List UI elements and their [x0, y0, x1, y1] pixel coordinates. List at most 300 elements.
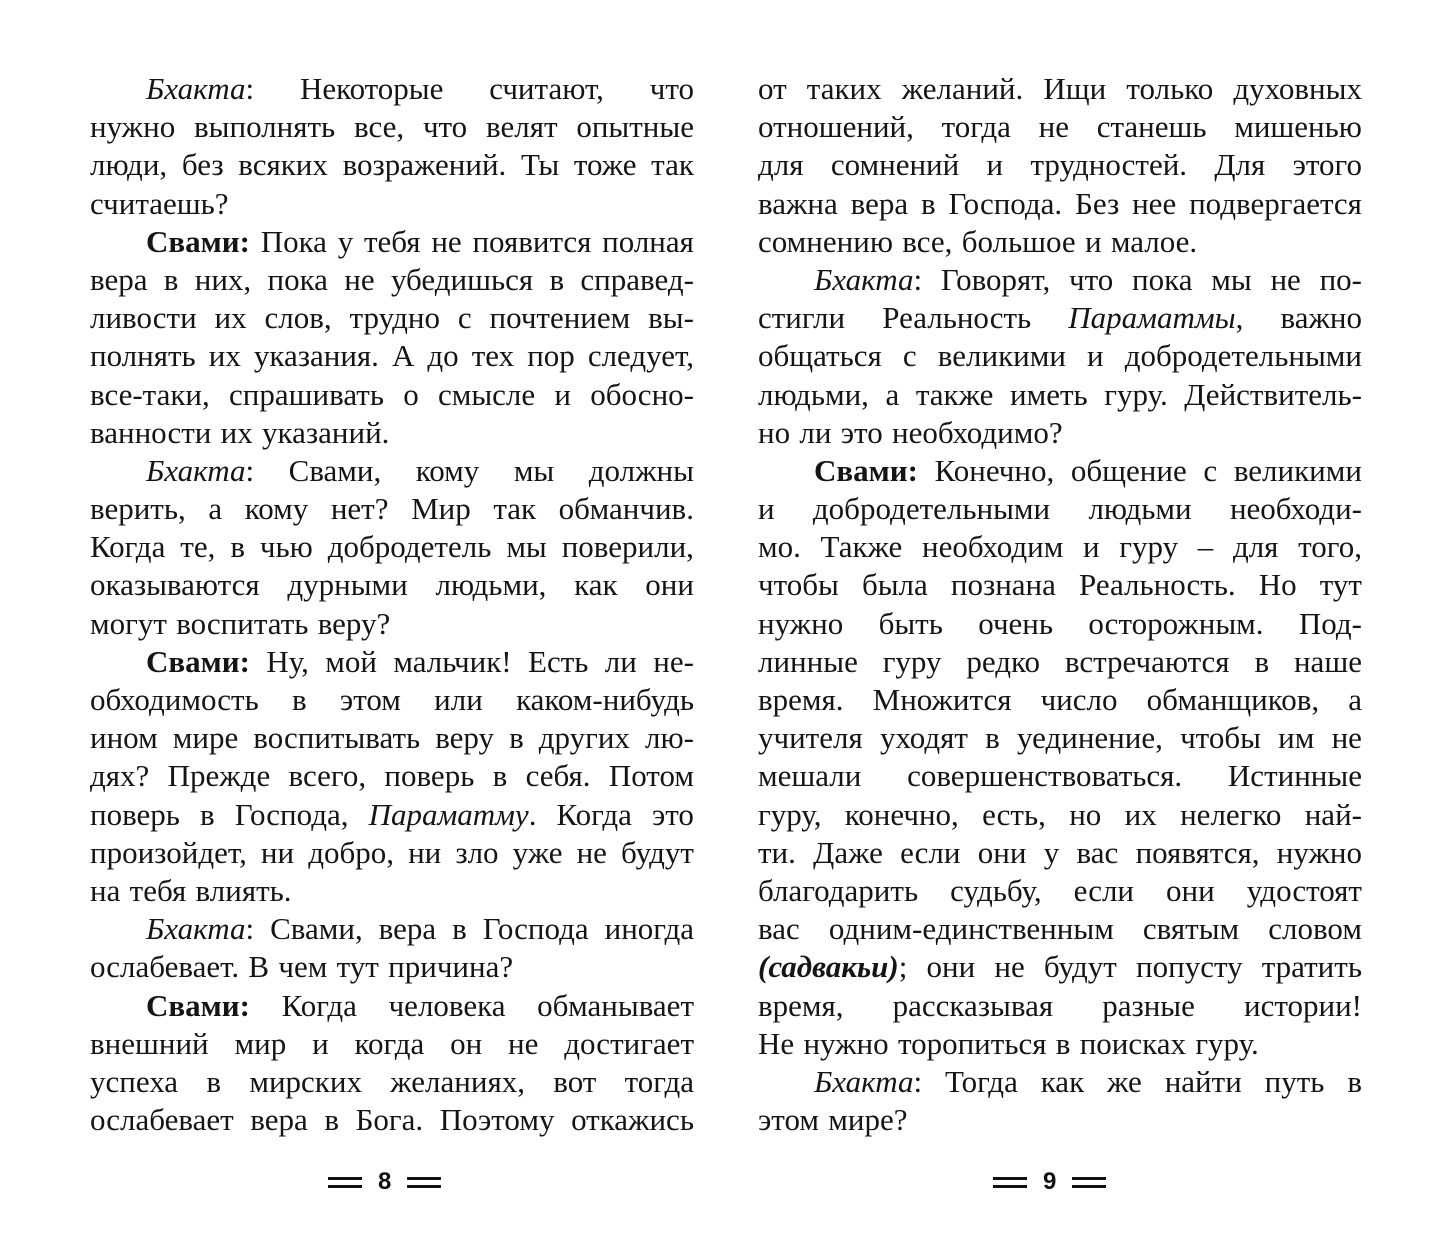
- text-run: они: [926, 949, 976, 985]
- text-run: Ну,: [266, 643, 309, 679]
- text-run: время.: [758, 682, 844, 717]
- word: [1278, 719, 1314, 757]
- text-run: не: [508, 1025, 539, 1061]
- word: [1102, 987, 1195, 1025]
- word: [489, 70, 604, 108]
- word: [653, 643, 694, 681]
- word: [892, 414, 1063, 452]
- word: [1347, 1063, 1362, 1101]
- word: [893, 987, 1053, 1025]
- word: [1211, 261, 1251, 299]
- text-run: А: [391, 338, 415, 374]
- text-run: трудно: [349, 300, 440, 336]
- word: [130, 872, 187, 910]
- word: [509, 719, 524, 757]
- text-run: появится: [472, 223, 592, 259]
- word: [1069, 261, 1113, 299]
- text-run: истории!: [1244, 987, 1362, 1023]
- word: [324, 1101, 339, 1139]
- text-run: людьми,: [435, 567, 547, 603]
- word: [1214, 146, 1265, 184]
- text-run: в: [324, 1102, 339, 1138]
- word: [1125, 796, 1157, 834]
- word: [235, 1025, 287, 1063]
- word: [758, 834, 796, 872]
- text-run: лю-: [644, 720, 694, 756]
- word: [580, 261, 694, 299]
- text-run: будут: [621, 834, 694, 870]
- text-run: пока: [1132, 261, 1193, 297]
- text-run: этом: [339, 682, 401, 717]
- word: [506, 528, 546, 566]
- word: [590, 376, 694, 414]
- text-run: но: [758, 414, 791, 450]
- text-line: [758, 1101, 1362, 1139]
- word: [1228, 757, 1362, 795]
- page-number-dash-icon: [328, 1177, 362, 1188]
- text-run: их: [214, 300, 247, 336]
- text-run: уходят: [879, 720, 968, 756]
- text-run: дях?: [90, 758, 150, 794]
- word: [146, 910, 254, 948]
- text-run: них,: [194, 261, 252, 297]
- word: [431, 223, 461, 261]
- text-run: добродетельными: [1124, 338, 1362, 374]
- word: [1320, 261, 1362, 299]
- text-run: ослабевает: [90, 1102, 234, 1138]
- word: [472, 223, 591, 261]
- text-run: редко: [966, 643, 1041, 679]
- text-run: нужно: [758, 605, 844, 641]
- word: [962, 223, 1076, 261]
- word: [1126, 70, 1213, 108]
- word: [455, 834, 498, 872]
- text-run: число: [1040, 682, 1118, 717]
- word: [195, 261, 251, 299]
- text-run: когда: [354, 1025, 425, 1061]
- word: [427, 337, 458, 375]
- term-bold-italic: (садвакьи): [758, 949, 899, 985]
- text-run: Когда: [281, 987, 357, 1023]
- word: [486, 108, 558, 146]
- text-run: разные: [1102, 987, 1195, 1023]
- word: [379, 910, 436, 948]
- text-run: мой: [325, 643, 377, 679]
- text-run: их: [220, 414, 253, 450]
- word: [249, 1063, 362, 1101]
- text-run: те,: [180, 529, 216, 565]
- word: [268, 261, 328, 299]
- text-run: вы-: [648, 300, 694, 336]
- text-run: и: [1087, 338, 1104, 374]
- text-run: тогда: [941, 109, 1011, 145]
- text-run: необходи-: [1229, 491, 1362, 527]
- word: [438, 376, 535, 414]
- text-run: ни: [408, 834, 442, 870]
- word: [458, 299, 472, 337]
- text-run: Но: [1258, 567, 1297, 603]
- word: [758, 681, 844, 719]
- text-run: Истинные: [1227, 758, 1362, 794]
- word: [916, 376, 994, 414]
- text-line: [90, 1063, 694, 1101]
- word: [146, 70, 254, 108]
- word: [1180, 719, 1261, 757]
- text-line: [758, 681, 1362, 719]
- word: [340, 681, 401, 719]
- text-run: Реальность: [882, 300, 1032, 336]
- text-run: торопиться: [897, 1025, 1047, 1061]
- text-run: для: [758, 147, 804, 183]
- word: [1010, 376, 1088, 414]
- word: [562, 528, 694, 566]
- text-run: Конечно,: [934, 452, 1055, 488]
- text-run: все,: [902, 223, 953, 259]
- word: [922, 528, 1063, 566]
- word: [391, 261, 533, 299]
- word: [493, 757, 508, 795]
- word: [758, 872, 918, 910]
- text-run: Тогда: [945, 1063, 1018, 1099]
- text-run: в: [291, 682, 307, 717]
- text-run: людьми: [1088, 491, 1192, 527]
- text-run: :: [245, 911, 255, 947]
- word: [472, 337, 514, 375]
- text-run: обманчив.: [558, 491, 694, 527]
- text-run: люди,: [90, 147, 168, 183]
- text-run: велят: [486, 109, 558, 145]
- text-line: [90, 376, 694, 414]
- text-run: общение: [1070, 452, 1187, 488]
- word: [651, 146, 694, 184]
- text-run: най-: [1304, 796, 1362, 832]
- text-run: до: [427, 338, 459, 374]
- text-run: учителя: [758, 720, 863, 756]
- word: [605, 910, 694, 948]
- text-run: только: [1126, 71, 1214, 106]
- text-line: [758, 605, 1362, 643]
- text-run: Под-: [1298, 605, 1362, 641]
- text-run: гуру: [882, 643, 942, 679]
- text-line: [758, 414, 1362, 452]
- text-run: мальчик!: [393, 643, 512, 679]
- text-line: [758, 948, 1362, 986]
- word: [882, 299, 1031, 337]
- word: [602, 223, 694, 261]
- text-run: вас: [758, 911, 800, 947]
- word: [758, 185, 838, 223]
- word: [90, 796, 180, 834]
- word: [880, 719, 968, 757]
- word: [206, 1063, 221, 1101]
- word: [1268, 910, 1362, 948]
- word: [90, 299, 197, 337]
- word: [758, 223, 893, 261]
- text-run: ;: [898, 949, 908, 985]
- word: [1234, 452, 1362, 490]
- word: [609, 757, 694, 795]
- word: [146, 987, 250, 1025]
- text-run: если: [900, 834, 961, 870]
- text-run: этом: [758, 1102, 819, 1138]
- left-page: [90, 70, 694, 1139]
- text-run: они: [977, 834, 1027, 870]
- word: [589, 452, 694, 490]
- word: [1107, 1063, 1142, 1101]
- text-run: мир: [234, 1025, 287, 1061]
- word: [948, 185, 1062, 223]
- word: [645, 719, 694, 757]
- word: [539, 719, 630, 757]
- word: [312, 1025, 329, 1063]
- text-line: [758, 910, 1362, 948]
- word: [435, 566, 546, 604]
- word: [516, 681, 694, 719]
- word: [1075, 185, 1119, 223]
- text-run: гуру: [1119, 529, 1179, 565]
- text-line: [90, 414, 694, 452]
- text-run: чтобы: [758, 567, 839, 603]
- text-run: в: [1055, 1025, 1071, 1061]
- text-run: иметь: [1009, 376, 1088, 412]
- word: [254, 337, 379, 375]
- page-number-left: [328, 1168, 441, 1196]
- text-run: Поэтому: [439, 1102, 555, 1138]
- text-run: произойдет,: [90, 834, 247, 870]
- page-number-dash-icon: [407, 1177, 441, 1188]
- word: [331, 490, 389, 528]
- word: [146, 643, 250, 681]
- text-line: [758, 872, 1362, 910]
- word: [90, 414, 211, 452]
- text-run: им: [1278, 720, 1315, 756]
- text-run: не: [576, 834, 607, 870]
- text-run: в: [1347, 1063, 1362, 1099]
- text-run: поверили,: [561, 529, 694, 565]
- word: [350, 299, 440, 337]
- word: [493, 490, 536, 528]
- text-run: ни: [260, 834, 295, 870]
- text-line: [90, 146, 694, 184]
- word: [879, 605, 943, 643]
- word: [1132, 185, 1176, 223]
- text-run: Действитель-: [1184, 376, 1362, 412]
- text-run: всего,: [288, 758, 367, 794]
- word: [650, 70, 694, 108]
- word: [1189, 185, 1362, 223]
- text-run: в: [509, 720, 524, 756]
- word: [168, 757, 271, 795]
- text-run: Господа.: [948, 185, 1063, 221]
- word: [164, 261, 179, 299]
- word: [289, 757, 367, 795]
- text-run: влиять.: [195, 872, 292, 908]
- word: [1074, 872, 1134, 910]
- word: [527, 337, 575, 375]
- word: [758, 299, 845, 337]
- word: [194, 108, 335, 146]
- text-run: наше: [1293, 643, 1362, 679]
- text-run: таких: [806, 71, 882, 106]
- word: [807, 70, 882, 108]
- text-run: желаний.: [901, 71, 1024, 106]
- word: [250, 1101, 307, 1139]
- text-run: по-: [1319, 261, 1362, 297]
- word: [356, 1101, 424, 1139]
- text-run: отношений,: [758, 109, 914, 145]
- word: [221, 414, 253, 452]
- word: [902, 223, 952, 261]
- text-line: [90, 605, 694, 643]
- text-run: зло: [455, 834, 499, 870]
- word: [1244, 987, 1362, 1025]
- word: [758, 376, 869, 414]
- word: [1104, 376, 1167, 414]
- text-run: справед-: [580, 261, 694, 297]
- word: [549, 261, 564, 299]
- word: [270, 910, 363, 948]
- text-run: обманывает: [537, 987, 694, 1023]
- text-run: чем: [278, 949, 328, 985]
- word: [951, 566, 1056, 604]
- text-run: вера: [378, 911, 437, 947]
- text-run: их: [208, 338, 241, 374]
- text-line: [90, 223, 694, 261]
- text-run: Мир: [411, 491, 471, 527]
- word: [813, 490, 1050, 528]
- text-run: и: [986, 147, 1004, 183]
- text-line: [90, 108, 694, 146]
- text-run: малое.: [1110, 223, 1198, 259]
- word: [831, 146, 959, 184]
- page-number-right: [993, 1168, 1106, 1196]
- word: [423, 108, 467, 146]
- text-run: добродетельными: [812, 491, 1051, 527]
- text-run: поисках: [1079, 1025, 1187, 1061]
- text-run: должны: [588, 452, 694, 488]
- word: [978, 605, 1053, 643]
- text-run: Также: [820, 529, 903, 565]
- word: [308, 834, 394, 872]
- word: [554, 376, 571, 414]
- word: [90, 108, 175, 146]
- word: [758, 719, 863, 757]
- text-run: у: [337, 223, 354, 259]
- text-line: [758, 719, 1362, 757]
- word: [90, 490, 186, 528]
- word: [605, 643, 637, 681]
- text-run: Без: [1075, 185, 1120, 221]
- text-run: с: [1203, 452, 1218, 488]
- word: [266, 643, 309, 681]
- text-run: того,: [1298, 529, 1362, 565]
- word: [648, 299, 694, 337]
- word: [1085, 223, 1102, 261]
- word: [903, 337, 917, 375]
- word: [364, 223, 421, 261]
- text-run: Господа,: [234, 796, 349, 832]
- word: [434, 681, 483, 719]
- text-line: [758, 299, 1362, 337]
- word: [1068, 299, 1243, 337]
- text-run: есть,: [982, 796, 1046, 832]
- text-run: в: [549, 261, 565, 297]
- text-run: ванности: [90, 414, 212, 450]
- speaker-label-bold: Свами:: [146, 223, 250, 259]
- text-run: великими: [1233, 452, 1362, 488]
- text-line: [758, 796, 1362, 834]
- word: [945, 1063, 1018, 1101]
- text-run: уединение,: [1017, 720, 1163, 756]
- word: [1348, 681, 1362, 719]
- word: [90, 719, 158, 757]
- text-run: человека: [388, 987, 506, 1023]
- text-run: не: [431, 223, 462, 259]
- word: [886, 376, 900, 414]
- text-run: тогда: [624, 1063, 694, 1099]
- text-run: подвергается: [1189, 185, 1362, 221]
- word: [1233, 70, 1362, 108]
- word: [814, 261, 922, 299]
- word: [245, 490, 309, 528]
- text-run: очень: [978, 605, 1054, 641]
- text-run: появятся,: [1135, 834, 1260, 870]
- text-run: уже: [512, 834, 563, 870]
- text-run: они: [1166, 872, 1215, 908]
- word: [1069, 796, 1101, 834]
- text-run: ли: [799, 414, 832, 450]
- word: [90, 834, 247, 872]
- text-line: [90, 757, 694, 795]
- word: [508, 1025, 538, 1063]
- speaker-label-italic: Параматму: [368, 796, 529, 832]
- text-line: [758, 834, 1362, 872]
- text-run: на: [90, 872, 121, 908]
- word: [1132, 261, 1192, 299]
- text-line: [758, 566, 1362, 604]
- text-line: [90, 299, 694, 337]
- text-run: не: [1270, 261, 1301, 297]
- word: [1247, 872, 1362, 910]
- word: [758, 528, 801, 566]
- text-line: [758, 185, 1362, 223]
- text-run: не-: [653, 643, 694, 679]
- text-run: Ты: [520, 147, 560, 183]
- word: [173, 719, 238, 757]
- text-run: общаться: [758, 338, 882, 374]
- text-line: [758, 452, 1362, 490]
- text-run: что: [649, 71, 694, 106]
- word: [758, 490, 775, 528]
- word: [1233, 528, 1279, 566]
- text-run: была: [861, 567, 928, 603]
- text-run: смысле: [437, 376, 536, 412]
- word: [90, 605, 167, 643]
- text-run: достигает: [564, 1025, 694, 1061]
- text-run: он: [450, 1025, 483, 1061]
- text-run: мы: [513, 452, 555, 488]
- word: [1071, 452, 1187, 490]
- text-run: –: [1197, 529, 1214, 565]
- text-run: Свами,: [288, 452, 382, 488]
- text-run: также: [915, 376, 994, 412]
- word: [1087, 337, 1104, 375]
- word: [261, 834, 294, 872]
- word: [588, 337, 694, 375]
- text-run: линные: [758, 643, 858, 679]
- text-line: [758, 1063, 1362, 1101]
- text-run: важна: [758, 185, 838, 221]
